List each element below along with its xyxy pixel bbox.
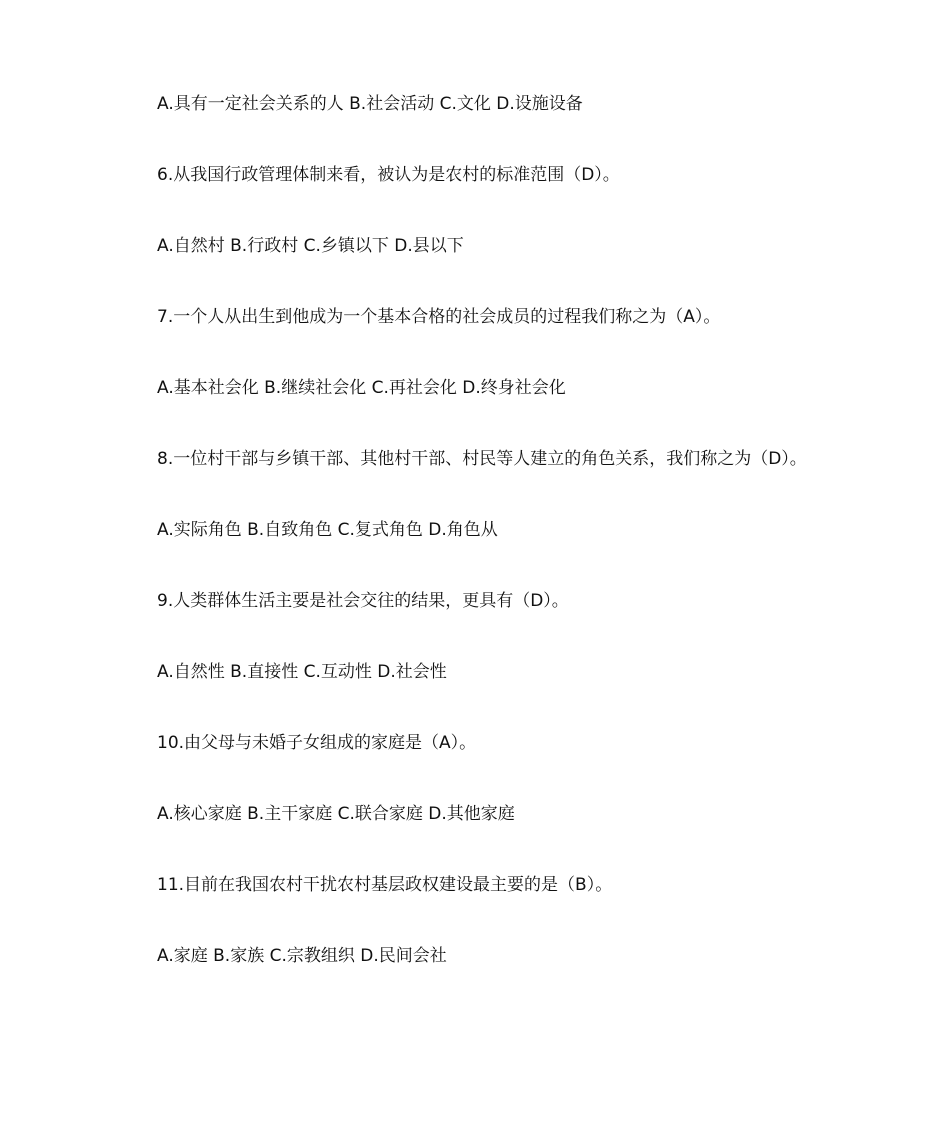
answer-options-line: A.家庭 B.家族 C.宗教组织 D.民间会社 [157,946,447,966]
question-line: 9.人类群体生活主要是社会交往的结果，更具有（D）。 [157,591,569,611]
answer-options-line: A.具有一定社会关系的人 B.社会活动 C.文化 D.设施设备 [157,94,583,114]
question-line: 11.目前在我国农村干扰农村基层政权建设最主要的是（B）。 [157,875,613,895]
question-line: 6.从我国行政管理体制来看，被认为是农村的标准范围（D）。 [157,165,620,185]
question-line: 7.一个人从出生到他成为一个基本合格的社会成员的过程我们称之为（A）。 [157,307,721,327]
answer-options-line: A.基本社会化 B.继续社会化 C.再社会化 D.终身社会化 [157,378,566,398]
answer-options-line: A.自然村 B.行政村 C.乡镇以下 D.县以下 [157,236,464,256]
document-body [157,92,857,1015]
answer-options-line: A.实际角色 B.自致角色 C.复式角色 D.角色从 [157,520,498,540]
question-line: 8.一位村干部与乡镇干部、其他村干部、村民等人建立的角色关系，我们称之为（D）。 [157,449,807,469]
answer-options-line: A.自然性 B.直接性 C.互动性 D.社会性 [157,662,447,682]
question-line: 10.由父母与未婚子女组成的家庭是（A）。 [157,733,477,753]
answer-options-line: A.核心家庭 B.主干家庭 C.联合家庭 D.其他家庭 [157,804,515,824]
